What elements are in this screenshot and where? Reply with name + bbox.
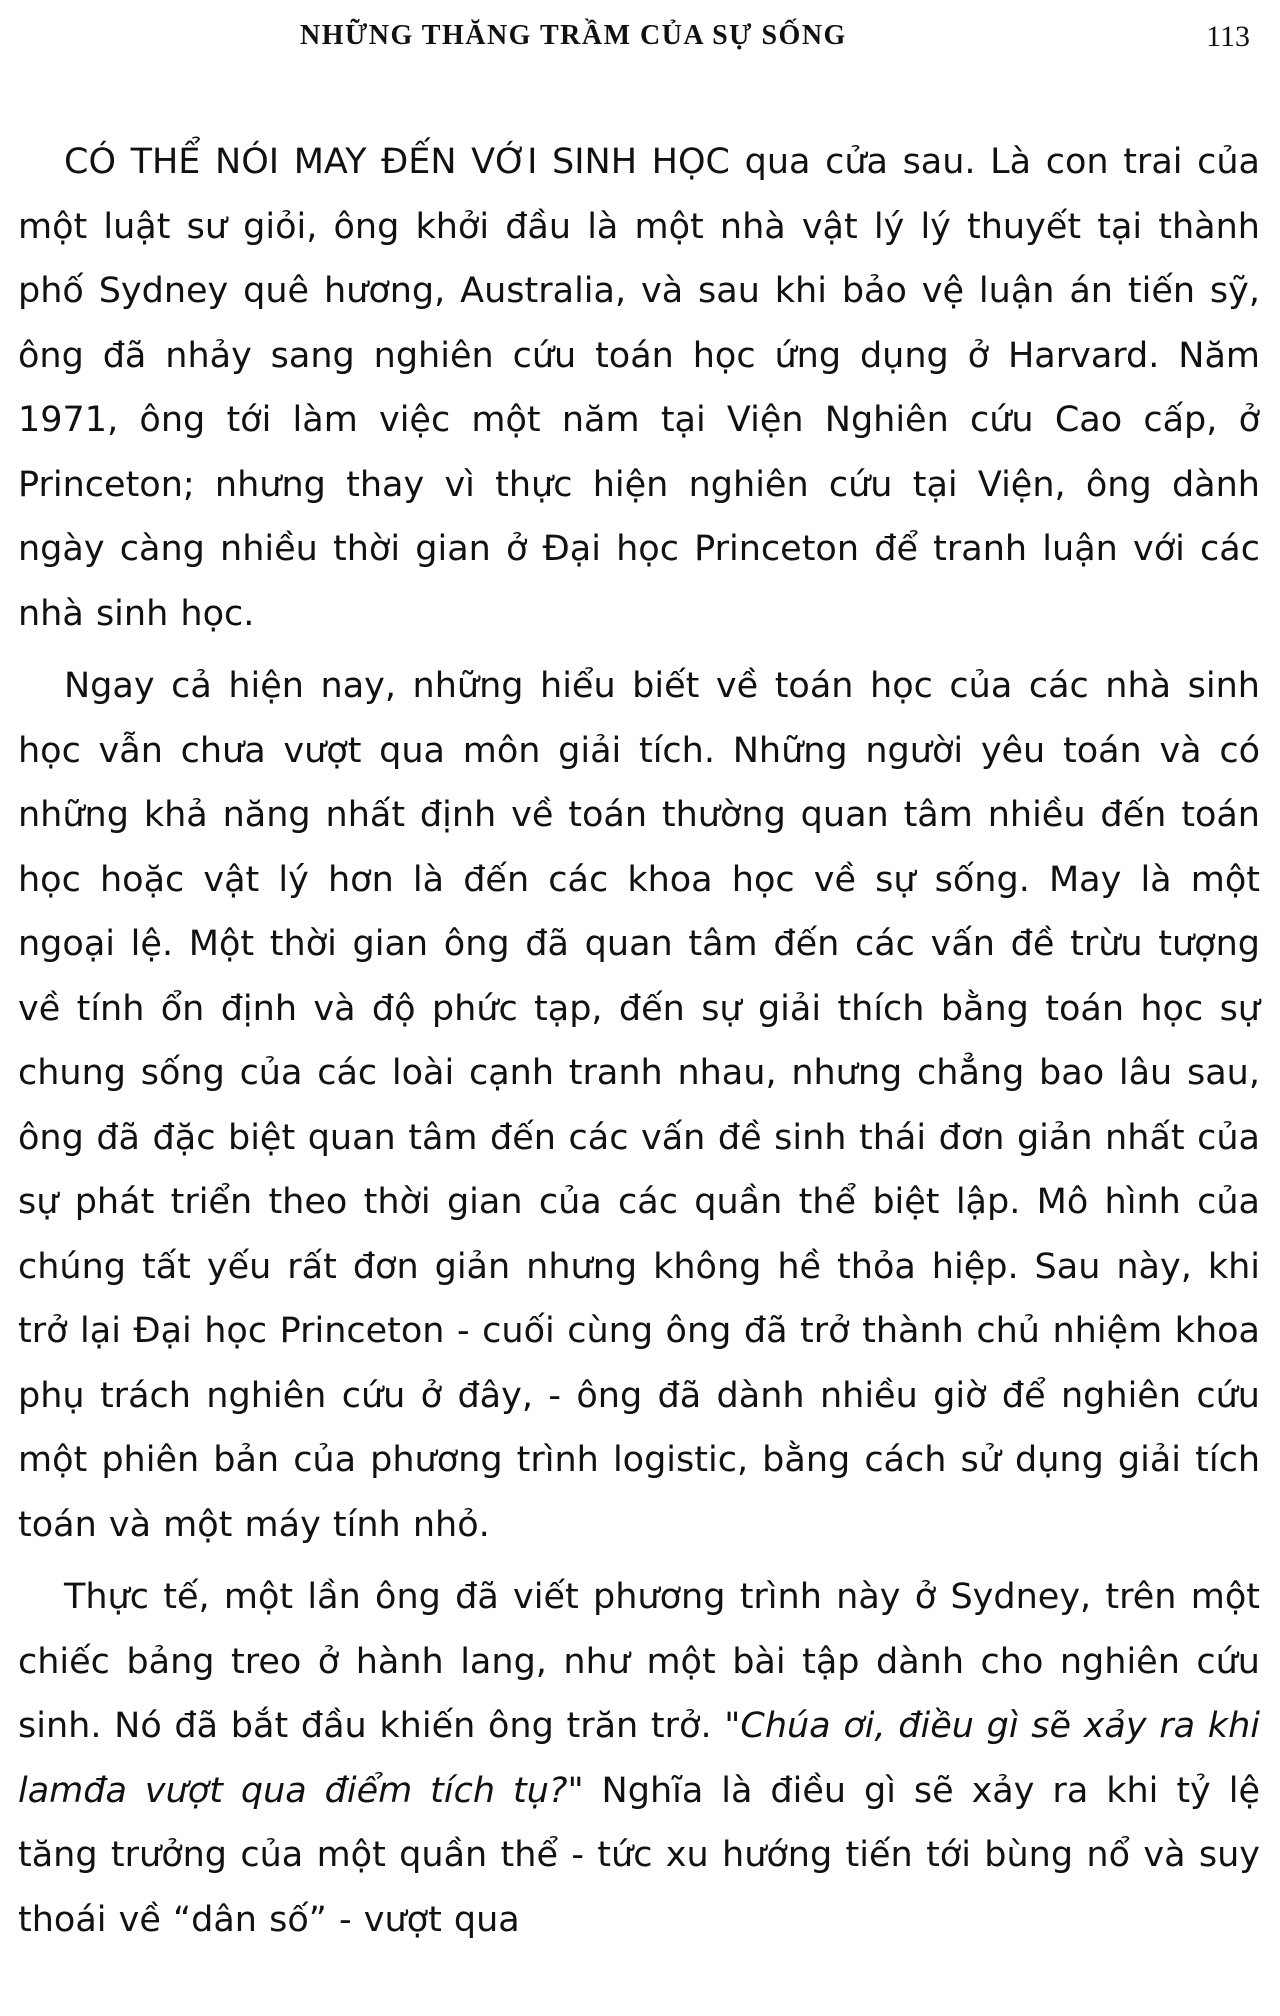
running-header	[0, 20, 1280, 60]
paragraph-2: Ngay cả hiện nay, những hiểu biết về toán học của các nhà sinh học vẫn chưa vượt qua môn giải tích. Những người yêu toán và có những khả năng nhất định về toán thường quan tâm nhiều đến toán học hoặc vật lý hơn là đến các khoa học về sự sống. May là một ngoại lệ. Một thời gian ông đã quan tâm đến các vấn đề trừu tượng về tính ổn định và độ phức tạp, đến sự giải thích bằng toán học sự chung sống của các loài cạnh tranh nhau, nhưng chẳng bao lâu sau, ông đã đặc biệt quan tâm đến các vấn đề sinh thái đơn giản nhất của sự phát triển theo thời gian của các quần thể biệt lập. Mô hình của chúng tất yếu rất đơn giản nhưng không hề thỏa hiệp. Sau này, khi trở lại Đại học Princeton - cuối cùng ông đã trở thành chủ nhiệm khoa phụ trách nghiên cứu ở đây, - ông đã dành nhiều giờ để nghiên cứu một phiên bản của phương trình logistic, bằng cách sử dụng giải tích toán và một máy tính nhỏ.	[18, 666, 1260, 1545]
paragraph-3	[18, 1565, 1260, 1952]
italic-quote: Chúa ơi, điều gì sẽ xảy ra khi lamđa vượt qua điểm tích tụ?	[18, 1706, 1260, 1811]
chapter-title: NHỮNG THĂNG TRẦM CỦA SỰ SỐNG	[300, 20, 847, 51]
paragraph-1: CÓ THỂ NÓI MAY ĐẾN VỚI SINH HỌC qua cửa sau. Là con trai của một luật sư giỏi, ông khởi đầu là một nhà vật lý lý thuyết tại thành phố Sydney quê hương, Australia, và sau khi bảo vệ luận án tiến sỹ, ông đã nhảy sang nghiên cứu toán học ứng dụng ở Harvard. Năm 1971, ông tới làm việc một năm tại Viện Nghiên cứu Cao cấp, ở Princeton; nhưng thay vì thực hiện nghiên cứu tại Viện, ông dành ngày càng nhiều thời gian ở Đại học Princeton để tranh luận với các nhà sinh học.	[18, 142, 1260, 634]
paragraph-3-text-after: " Nghĩa là điều gì sẽ xảy ra khi tỷ lệ tăng trưởng của một quần thể - tức xu hướng tiến tới bùng nổ và suy thoái về “dân số” - vượt qua	[18, 1770, 1260, 1940]
paragraph-3-text-before: Thực tế, một lần ông đã viết phương trình này ở Sydney, trên một chiếc bảng treo ở hành lang, như một bài tập dành cho nghiên cứu sinh. Nó đã bắt đầu khiến ông trăn trở. "	[18, 1577, 1260, 1746]
body-text	[18, 130, 1260, 1960]
page-number: 113	[1206, 20, 1250, 53]
